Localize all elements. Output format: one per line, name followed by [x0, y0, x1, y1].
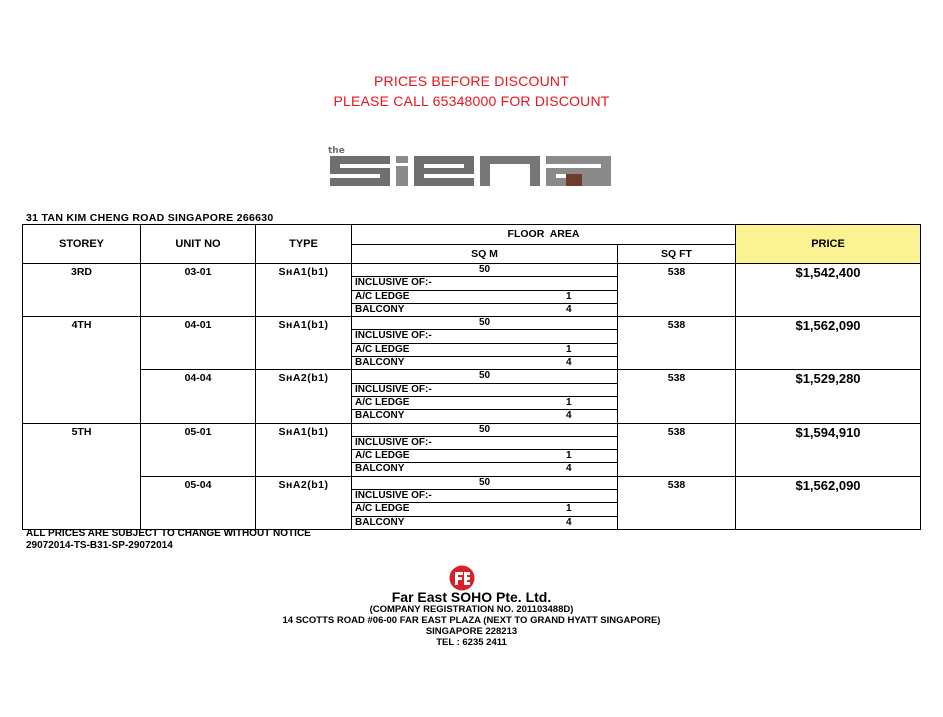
price-cell — [736, 317, 921, 370]
sqft-value: 538 — [667, 425, 686, 438]
price-value: $1,562,090 — [795, 318, 861, 334]
type-label: SʜA2(b1) — [278, 372, 329, 385]
unit-no-cell — [141, 370, 256, 423]
price-disclaimer: ALL PRICES ARE SUBJECT TO CHANGE WITHOUT NOTICE — [26, 528, 311, 539]
table-row — [23, 476, 921, 529]
floor-area-cell — [352, 423, 618, 476]
price-value: $1,529,280 — [795, 371, 861, 387]
ac-ledge-row — [352, 450, 617, 463]
far-east-logo-icon — [449, 565, 475, 591]
sqft-cell — [618, 423, 736, 476]
table-row — [23, 317, 921, 370]
storey-label: 4TH — [71, 319, 92, 332]
type-cell — [256, 317, 352, 370]
sqm-value: 50 — [352, 370, 617, 383]
col-header-unit-no: UNIT NO — [141, 225, 256, 264]
col-header-floor-area: FLOOR AREA — [352, 225, 736, 245]
unit-no-label: 03-01 — [184, 266, 212, 278]
storey-cell — [23, 264, 141, 317]
price-cell — [736, 423, 921, 476]
inclusive-label: INCLUSIVE OF:- — [352, 277, 617, 290]
storey-cell — [23, 423, 141, 529]
ac-ledge-row — [352, 344, 617, 357]
ac-ledge-label: A/C LEDGE — [355, 450, 410, 462]
price-value: $1,542,400 — [795, 265, 861, 280]
balcony-row — [352, 517, 617, 529]
col-header-price: PRICE — [736, 225, 921, 264]
ac-ledge-row — [352, 397, 617, 410]
inclusive-label: INCLUSIVE OF:- — [352, 330, 617, 343]
ac-ledge-value: 1 — [566, 503, 572, 515]
unit-no-label: 05-04 — [184, 478, 212, 491]
table-row — [23, 370, 921, 423]
type-label: SʜA1(b1) — [278, 425, 329, 438]
notice-line-1: PRICES BEFORE DISCOUNT — [374, 73, 569, 89]
ac-ledge-label: A/C LEDGE — [355, 343, 410, 355]
unit-no-cell — [141, 264, 256, 317]
balcony-label: BALCONY — [355, 303, 405, 315]
sqft-value: 538 — [667, 372, 686, 385]
unit-no-label: 04-01 — [184, 319, 212, 332]
balcony-value: 4 — [566, 516, 572, 528]
balcony-label: BALCONY — [355, 357, 405, 369]
balcony-row — [352, 463, 617, 475]
floor-area-cell — [352, 317, 618, 370]
company-name: Far East SOHO Pte. Ltd. — [391, 589, 552, 605]
unit-no-cell — [141, 476, 256, 529]
inclusive-label: INCLUSIVE OF:- — [352, 437, 617, 450]
company-registration: (COMPANY REGISTRATION NO. 201103488D) — [369, 604, 574, 615]
ac-ledge-label: A/C LEDGE — [355, 290, 410, 302]
ac-ledge-row — [352, 291, 617, 304]
col-header-sqft: SQ FT — [618, 244, 736, 264]
table-row — [23, 423, 921, 476]
sqm-value: 50 — [352, 477, 617, 490]
floor-area-cell — [352, 476, 618, 529]
ac-ledge-label: A/C LEDGE — [355, 396, 410, 408]
floor-area-cell — [352, 370, 618, 423]
company-address: 14 SCOTTS ROAD #06-00 FAR EAST PLAZA (NEXT TO GRAND HYATT SINGAPORE) — [282, 615, 661, 626]
col-header-storey: STOREY — [23, 225, 141, 264]
property-address: 31 TAN KIM CHENG ROAD SINGAPORE 266630 — [26, 212, 274, 224]
ac-ledge-row — [352, 503, 617, 516]
balcony-value: 4 — [566, 303, 572, 315]
ac-ledge-value: 1 — [566, 343, 572, 355]
type-cell — [256, 370, 352, 423]
sqft-cell — [618, 317, 736, 370]
type-cell — [256, 423, 352, 476]
unit-no-label: 04-04 — [184, 372, 212, 385]
price-cell — [736, 264, 921, 317]
type-cell — [256, 264, 352, 317]
sqm-value: 50 — [352, 317, 617, 330]
company-city: SINGAPORE 228213 — [425, 626, 518, 637]
storey-label: 5TH — [71, 425, 92, 438]
table-header-row — [23, 225, 921, 245]
sqft-cell — [618, 370, 736, 423]
sqft-cell — [618, 264, 736, 317]
balcony-value: 4 — [566, 410, 572, 422]
unit-no-label: 05-01 — [184, 425, 212, 438]
floor-area-cell — [352, 264, 618, 317]
inclusive-label: INCLUSIVE OF:- — [352, 384, 617, 397]
price-value: $1,594,910 — [795, 424, 861, 440]
document-code: 29072014-TS-B31-SP-29072014 — [26, 540, 173, 551]
price-cell — [736, 476, 921, 529]
balcony-row — [352, 410, 617, 422]
sqm-value: 50 — [352, 264, 617, 277]
col-header-type: TYPE — [256, 225, 352, 264]
storey-cell — [23, 317, 141, 423]
inclusive-label: INCLUSIVE OF:- — [352, 490, 617, 503]
company-tel: TEL : 6235 2411 — [436, 637, 507, 648]
sqm-value: 50 — [352, 424, 617, 437]
balcony-label: BALCONY — [355, 516, 405, 528]
sqft-value: 538 — [667, 319, 686, 332]
unit-no-cell — [141, 317, 256, 370]
notice-line-2: PLEASE CALL 65348000 FOR DISCOUNT — [333, 93, 610, 109]
ac-ledge-value: 1 — [566, 290, 572, 302]
sqft-value: 538 — [667, 266, 686, 278]
balcony-value: 4 — [566, 463, 572, 475]
col-header-sqm: SQ M — [352, 244, 618, 264]
ac-ledge-label: A/C LEDGE — [355, 503, 410, 515]
sqft-value: 538 — [667, 478, 686, 491]
balcony-row — [352, 357, 617, 369]
balcony-row — [352, 304, 617, 316]
balcony-value: 4 — [566, 357, 572, 369]
price-value: $1,562,090 — [795, 477, 861, 493]
table-row — [23, 264, 921, 317]
balcony-label: BALCONY — [355, 410, 405, 422]
type-label: SʜA1(b1) — [278, 319, 329, 332]
ac-ledge-value: 1 — [566, 450, 572, 462]
sqft-cell — [618, 476, 736, 529]
price-table — [22, 224, 921, 530]
ac-ledge-value: 1 — [566, 396, 572, 408]
storey-label: 3RD — [70, 266, 92, 278]
type-cell — [256, 476, 352, 529]
balcony-label: BALCONY — [355, 463, 405, 475]
type-label: SʜA1(b1) — [278, 266, 329, 278]
price-cell — [736, 370, 921, 423]
unit-no-cell — [141, 423, 256, 476]
siena-logo — [328, 144, 613, 188]
logo-small-text: the — [328, 146, 345, 156]
type-label: SʜA2(b1) — [278, 478, 329, 491]
